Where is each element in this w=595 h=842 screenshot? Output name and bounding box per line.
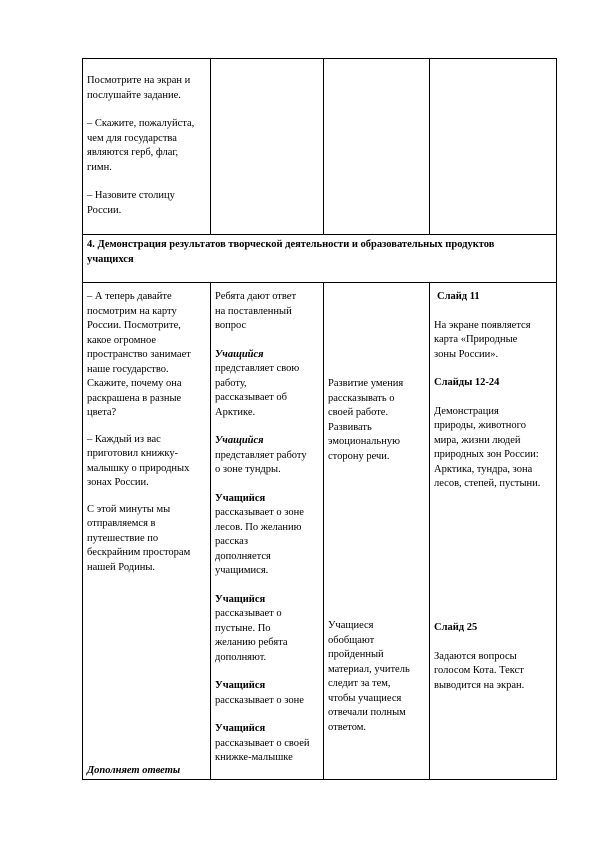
row2-col1-p3: С этой минуты мы отправляемся в путешествие по бескрайним просторам нашей Родины. (87, 503, 191, 573)
row2-col4-cell (434, 290, 555, 492)
entry-5-label: Учащийся (215, 680, 266, 691)
row2-col2-cell (215, 290, 322, 766)
row1-col1-text-3: – Назовите столицу России. (87, 190, 175, 216)
slide-11-text: На экране появляется карта «Природные зоны России». (434, 319, 531, 360)
row2-divider-3 (429, 282, 430, 779)
row2-col4-cell-lower (434, 621, 555, 693)
section4-title-text: 4. Демонстрация результатов творческой деятельности и образовательных продуктов учащихся (87, 239, 495, 265)
row1-col1-text-1: Посмотрите на экран и послушайте задание. (87, 75, 191, 101)
row1-divider-2 (323, 58, 324, 234)
entry-3-label: Учащийся (215, 492, 266, 504)
row2-col1-p1: – А теперь давайте посмотрим на карту России. Посмотрите, какое огромное пространство занимает наше государство. Скажите, почему она раскрашена в разные цвета? (87, 291, 191, 418)
table-left-border (82, 58, 83, 780)
entry-1-text: представляет свою работу, рассказывает об Арктике. (215, 363, 300, 418)
row1-divider-3 (429, 58, 430, 234)
table-top-border (82, 58, 557, 59)
entry-2-text: представляет работу о зоне тундры. (215, 449, 307, 475)
row2-col1-cell (87, 290, 209, 575)
entry-6-text: рассказывает о своей книжке-малышке (215, 737, 310, 763)
row1-bottom-border (82, 234, 557, 235)
row2-col1-footer-text: Дополняет ответы (87, 765, 181, 776)
slides-12-24-title: Слайды 12-24 (434, 377, 500, 388)
entry-3-text: рассказывает о зоне лесов. По желанию рассказ дополняется учащимися. (215, 507, 304, 576)
table-right-border (556, 58, 557, 780)
entry-5-text: рассказывает о зоне (215, 694, 304, 706)
entry-1-label: Учащийся (215, 348, 264, 360)
row1-divider-1 (210, 58, 211, 234)
table-bottom-border (82, 779, 557, 780)
row2-col3-p1: Развитие умения рассказывать о своей работе. Развивать эмоциональную сторону речи. (328, 378, 404, 462)
entry-6-label: Учащийся (215, 723, 266, 734)
row2-divider-1 (210, 282, 211, 779)
slide-25-text: Задаются вопросы голосом Кота. Текст выводится на экран. (434, 650, 525, 691)
entry-2-label: Учащийся (215, 435, 264, 446)
row2-col1-footer (87, 764, 209, 779)
entry-4-text: рассказывает о пустыне. По желанию ребята дополняют. (215, 608, 288, 663)
row2-col3-p2: Учащиеся обобщают пройденный материал, учитель следит за тем, чтобы учащиеся отвечали полным ответом. (328, 620, 410, 733)
row1-col1-cell (87, 74, 209, 218)
row2-col1-p2: – Каждый из вас приготовил книжку- малышку о природных зонах России. (87, 433, 190, 488)
row2-col3-cell-upper (328, 377, 428, 464)
row2-col3-cell-lower (328, 619, 428, 735)
row2-col2-intro: Ребята дают ответ на поставленный вопрос (215, 291, 297, 331)
row2-divider-2 (323, 282, 324, 779)
entry-4-label: Учащийся (215, 593, 266, 605)
section4-bottom-border (82, 282, 557, 283)
slide-25-title: Слайд 25 (434, 622, 478, 633)
row1-col1-text-2: – Скажите, пожалуйста, чем для государства являются герб, флаг, гимн. (87, 118, 195, 173)
section4-title (87, 238, 555, 267)
slides-12-24-text: Демонстрация природы, животного мира, жизни людей природных зон России: Арктика, тундра, зона лесов, степей, пустыни. (434, 405, 541, 489)
slide-11-title: Слайд 11 (437, 291, 480, 302)
